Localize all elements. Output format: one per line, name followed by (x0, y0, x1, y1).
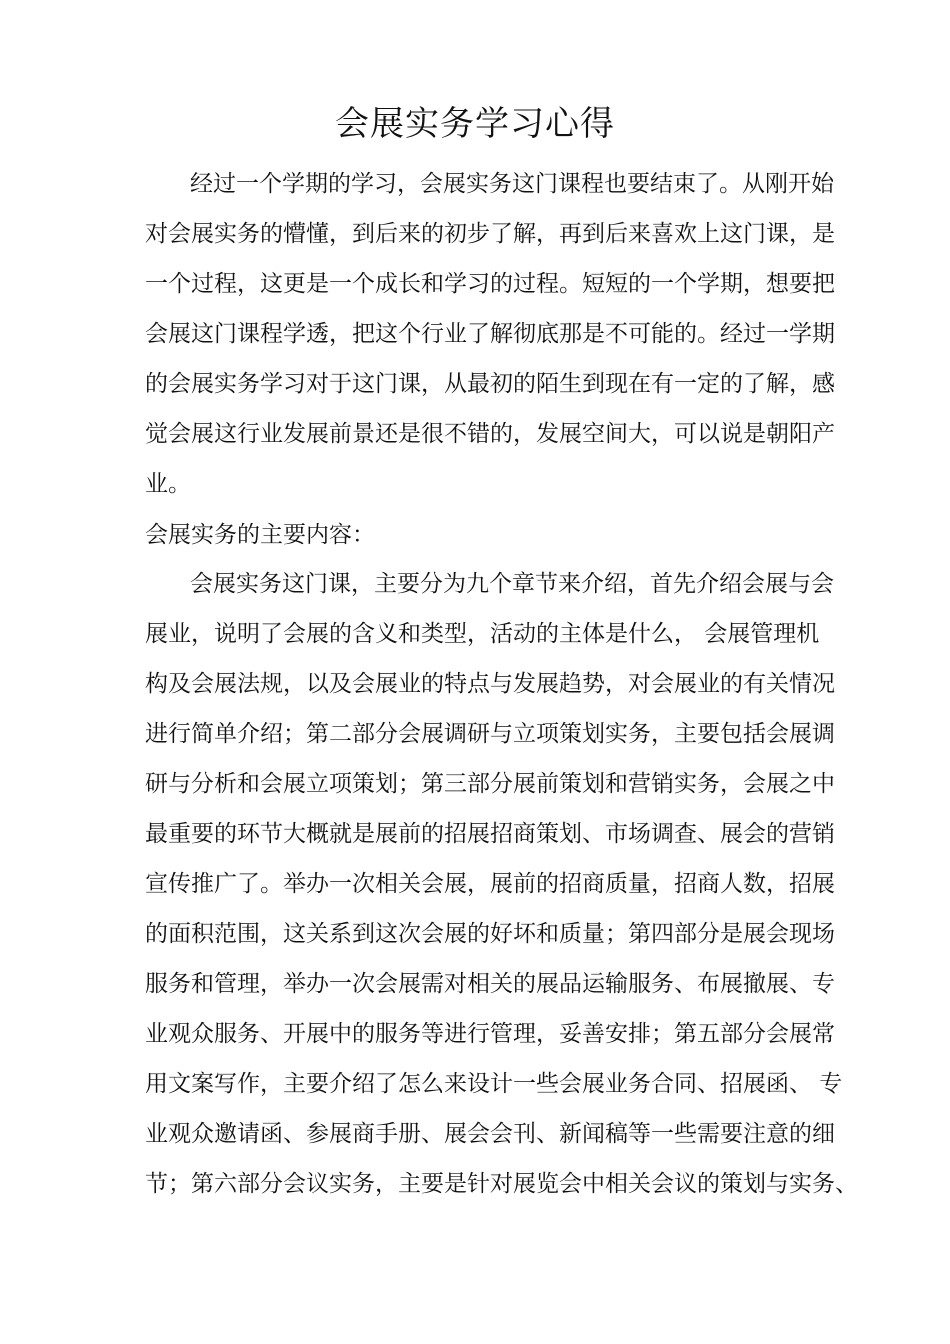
text-line: 业。 (145, 471, 191, 497)
text-line: 进行简单介绍；第二部分会展调研与立项策划实务，主要包括会展调 (145, 721, 835, 747)
text-line: 对会展实务的懵懂，到后来的初步了解，再到后来喜欢上这门课，是 (145, 221, 835, 247)
text-line: 用文案写作，主要介绍了怎么来设计一些会展业务合同、招展函、 专 (145, 1071, 843, 1097)
text-line: 会展实务这门课，主要分为九个章节来介绍，首先介绍会展与会 (190, 571, 834, 597)
text-line: 业观众邀请函、参展商手册、展会会刊、新闻稿等一些需要注意的细 (145, 1121, 835, 1147)
text-line: 构及会展法规，以及会展业的特点与发展趋势，对会展业的有关情况 (145, 671, 835, 697)
section-heading: 会展实务的主要内容： (145, 522, 375, 548)
text-line: 经过一个学期的学习，会展实务这门课程也要结束了。从刚开始 (190, 171, 834, 197)
text-line: 的会展实务学习对于这门课，从最初的陌生到现在有一定的了解，感 (145, 371, 835, 397)
text-line: 节；第六部分会议实务，主要是针对展览会中相关会议的策划与实务、 (145, 1171, 858, 1197)
text-line: 最重要的环节大概就是展前的招展招商策划、市场调查、展会的营销 (145, 821, 835, 847)
text-line: 一个过程，这更是一个成长和学习的过程。短短的一个学期，想要把 (145, 271, 835, 297)
text-line: 会展这门课程学透，把这个行业了解彻底那是不可能的。经过一学期 (145, 321, 835, 347)
text-line: 展业，说明了会展的含义和类型，活动的主体是什么， 会展管理机 (145, 621, 820, 647)
text-line: 业观众服务、开展中的服务等进行管理，妥善安排；第五部分会展常 (145, 1021, 835, 1047)
text-line: 的面积范围，这关系到这次会展的好坏和质量；第四部分是展会现场 (145, 921, 835, 947)
text-line: 研与分析和会展立项策划；第三部分展前策划和营销实务，会展之中 (145, 771, 835, 797)
text-line: 服务和管理，举办一次会展需对相关的展品运输服务、布展撤展、专 (145, 971, 835, 997)
document-title: 会展实务学习心得 (335, 104, 615, 144)
text-line: 觉会展这行业发展前景还是很不错的，发展空间大，可以说是朝阳产 (145, 421, 835, 447)
text-line: 宣传推广了。举办一次相关会展，展前的招商质量，招商人数，招展 (145, 871, 835, 897)
